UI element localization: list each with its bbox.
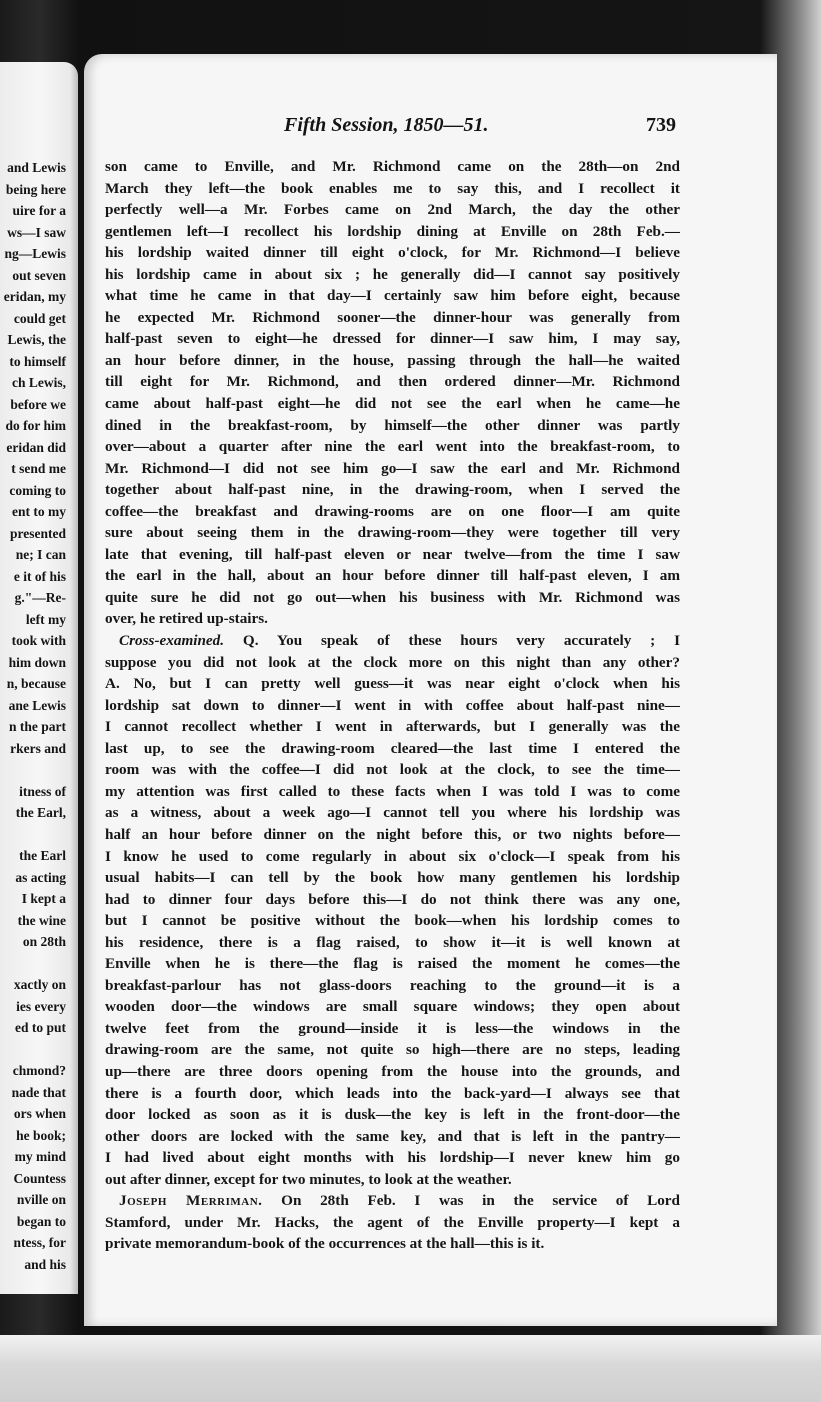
left-page-edge [0,62,78,1294]
text-line [105,264,680,286]
running-head [84,114,684,140]
left-fragment-line: ors when [13,1106,66,1121]
text-line-content: door locked as soon as it is dusk—the key is left in the front-door—the [105,1106,680,1124]
text-line [105,802,680,824]
text-line [105,242,680,264]
text-line-content: last up, to see the drawing-room cleared—the last time I entered the [105,739,680,757]
running-head-title: Fifth Session, 1850—51. [284,114,489,136]
text-line-content: A. No, but I can pretty well guess—it was near eight o'clock when his [105,675,680,693]
left-fragment-line: uire for a [12,203,66,218]
text-line [105,867,680,889]
text-line-content: I had lived about eight months with his lordship—I never knew him go [105,1149,680,1167]
text-line-content: half-past seven to eight—he dressed for dinner—I saw him, I may say, [105,330,680,348]
text-line [105,953,680,975]
left-fragment-line: n, because [6,676,66,691]
text-line [105,1233,680,1255]
text-line [105,285,680,307]
text-line [105,221,680,243]
left-fragment-line: xactly on [13,977,66,992]
text-line [105,630,680,652]
text-line-content: other doors are locked with the same key, and that is left in the pantry— [105,1127,680,1145]
text-line [105,738,680,760]
left-fragment-line: him down [8,654,66,670]
text-line-content: coffee—the breakfast and drawing-rooms are on one floor—I am quite [105,502,680,520]
left-fragment-line: eridan did [6,439,66,455]
text-line-content: his residence, there is a flag raised, to show it—it is well known at [105,933,680,951]
left-fragment-line: presented [10,525,66,541]
text-line [105,1212,680,1234]
text-line [105,156,680,178]
text-line-content: came about half-past eight—he did not see the earl when he came—he [105,395,680,413]
left-fragment-line: began to [16,1213,66,1229]
text-line [105,1126,680,1148]
text-line [105,910,680,932]
text-line [105,328,680,350]
text-line [105,371,680,393]
left-fragment-line: the Earl [19,848,66,863]
text-line-content: there is a fourth door, which leads into the back-yard—I always see that [105,1084,680,1102]
text-line [105,501,680,523]
left-fragment-line: ed to put [14,1020,66,1035]
text-line-content: I know he used to come regularly in about six o'clock—I speak from his [105,847,680,865]
text-line-content: together about half-past nine, in the drawing-room, when I served the [105,481,680,499]
text-line-content: lordship sat down to dinner—I went in with coffee about half-past nine— [105,696,680,714]
text-line-content: perfectly well—a Mr. Forbes came on 2nd March, the day the other [105,201,680,219]
left-fragment-line: ng—Lewis [4,246,66,261]
left-fragment-line: itness of [19,783,66,799]
body-text [105,156,680,1255]
text-line [105,781,680,803]
text-line [105,673,680,695]
left-fragment-line: ch Lewis, [12,375,66,390]
text-line-content: up—there are three doors opening from the house into the grounds, and [105,1062,680,1080]
text-line-content: he expected Mr. Richmond sooner—the dinner-hour was generally from [105,308,680,326]
text-line-content: quite sure he did not go out—when his business with Mr. Richmond was [105,588,680,606]
text-line-content: over, he retired up-stairs. [105,610,268,628]
left-fragment-line: could get [13,310,66,326]
left-fragment-line: e it of his [13,568,66,584]
left-fragment-line: ane Lewis [8,697,66,713]
text-line-content: room was with the coffee—I did not look at the clock, to see the time— [105,761,680,779]
text-line-content: usual habits—I can tell by the book how many gentlemen his lordship [105,869,680,887]
text-line-content: what time he came in that day—I certainly saw him before eight, because [105,287,680,305]
text-line [105,565,680,587]
left-fragment-line: the wine [17,912,66,928]
text-line [105,1039,680,1061]
left-fragment-line: t send me [11,461,66,476]
text-line [105,695,680,717]
text-line-content: Enville when he is there—the flag is raised the moment he comes—the [105,955,680,973]
left-fragment-line: left my [25,611,66,627]
text-line [105,759,680,781]
left-fragment-line: and his [24,1256,66,1272]
text-line-content: Stamford, under Mr. Hacks, the agent of the Enville property—I kept a [105,1213,680,1231]
left-fragment-line [0,1039,66,1061]
text-line-content: suppose you did not look at the clock more on this night than any other? [105,653,680,671]
left-fragment-line: n the part [9,719,66,734]
left-fragment-line: rkers and [10,740,66,756]
left-fragment-line: g."—Re- [14,590,66,605]
text-line [105,307,680,329]
text-line [105,1147,680,1169]
text-line [105,350,680,372]
left-fragment-line: and Lewis [7,160,66,175]
text-line [105,479,680,501]
text-line [105,716,680,738]
text-line-content: twelve feet from the ground—inside it is less—the windows in the [105,1019,680,1037]
text-line-content: dined in the breakfast-room, by himself—the other dinner was partly [105,416,680,434]
left-page-fragments [0,157,66,1275]
text-line-content: out after dinner, except for two minutes, to look at the weather. [105,1170,512,1188]
text-line [105,1169,680,1191]
text-line [105,608,680,630]
text-line-content: his lordship came in about six ; he generally did—I cannot say positively [105,265,680,283]
text-line-content: On 28th Feb. I was in the service of Lord [262,1192,680,1210]
text-line-content: late that evening, till half-past eleven or near twelve—from the time I saw [105,545,680,563]
text-line-content: gentlemen left—I recollect his lordship dining at Enville on 28th Feb.— [105,222,680,240]
text-line-content: Q. You speak of these hours very accurately ; I [224,632,680,650]
text-line [105,178,680,200]
text-line [105,436,680,458]
text-line-content: the earl in the hall, about an hour before dinner till half-past eleven, I am [105,567,680,585]
text-line-content: I cannot recollect whether I went in afterwards, but I generally was the [105,718,680,736]
left-fragment-line: on 28th [22,934,66,949]
text-line-content: breakfast-parlour has not glass-doors reaching to the ground—it is a [105,976,680,994]
left-fragment-line: I kept a [21,891,66,906]
text-line-content: private memorandum-book of the occurrences at the hall—this is it. [105,1235,545,1253]
text-line-content: an hour before dinner, in the house, passing through the hall—he waited [105,351,680,369]
left-fragment-line: chmond? [12,1063,66,1078]
left-fragment-line: nade that [11,1084,66,1100]
text-line [105,824,680,846]
left-fragment-line: ntess, for [13,1235,66,1250]
text-line [105,846,680,868]
witness-name: Joseph Merriman. [119,1192,263,1210]
left-fragment-line: took with [11,633,66,648]
text-line [105,199,680,221]
text-line [105,652,680,674]
left-fragment-line: out seven [12,267,66,283]
text-line [105,975,680,997]
left-fragment-line: do for him [5,418,66,433]
text-line [105,1018,680,1040]
left-fragment-line: he book; [16,1127,66,1143]
text-line [105,889,680,911]
text-line [105,544,680,566]
text-line-content: March they left—the book enables me to say this, and I recollect it [105,179,680,197]
text-line [105,415,680,437]
left-fragment-line: as acting [15,869,66,885]
left-fragment-line: before we [10,396,66,412]
text-line-content: had to dinner four days before this—I do not think there was any one, [105,890,680,908]
left-fragment-line [0,953,66,975]
left-fragment-line: nville on [16,1192,66,1207]
right-page [84,54,777,1326]
text-line [105,522,680,544]
text-line [105,1083,680,1105]
text-line [105,458,680,480]
text-line-content: sure about seeing them in the drawing-room—they were together till very [105,524,680,542]
text-line-content: but I cannot be positive without the book—when his lordship comes to [105,912,680,930]
text-line [105,932,680,954]
left-fragment-line: eridan, my [3,289,66,304]
left-fragment-line: being here [5,181,66,197]
scan-bottom-margin [0,1335,821,1402]
left-fragment-line: ne; I can [15,547,66,562]
text-line-content: over—about a quarter after nine the earl went into the breakfast-room, to [105,438,680,456]
text-line-content: half an hour before dinner on the night before this, or two nights before— [105,825,680,843]
text-line [105,393,680,415]
text-line [105,1104,680,1126]
cross-examined-lead: Cross-examined. [119,632,225,650]
page-number: 739 [646,114,676,136]
left-fragment-line: ies every [16,998,66,1014]
left-fragment-line: the Earl, [15,805,66,820]
left-fragment-line: to himself [9,353,66,369]
text-line-content: as a witness, about a week ago—I cannot tell you where his lordship was [105,804,680,822]
left-fragment-line: coming to [9,482,66,498]
left-fragment-line [0,759,66,781]
text-line [105,996,680,1018]
left-fragment-line: Lewis, the [7,332,66,347]
text-line [105,1190,680,1212]
left-fragment-line: Countess [13,1170,66,1186]
left-fragment-line: ent to my [12,504,66,519]
left-fragment-line: ws—I saw [7,224,66,240]
text-line-content: wooden door—the windows are small square windows; they open about [105,998,680,1016]
text-line-content: my attention was first called to these facts when I was told I was to come [105,782,680,800]
text-line-content: drawing-room are the same, not quite so high—there are no steps, leading [105,1041,680,1059]
text-line [105,587,680,609]
text-line [105,1061,680,1083]
left-fragment-line [0,824,66,846]
text-line-content: till eight for Mr. Richmond, and then ordered dinner—Mr. Richmond [105,373,680,391]
text-line-content: his lordship waited dinner till eight o'clock, for Mr. Richmond—I believe [105,244,680,262]
text-line-content: Mr. Richmond—I did not see him go—I saw the earl and Mr. Richmond [105,459,680,477]
left-fragment-line: my mind [14,1149,66,1164]
text-line-content: son came to Enville, and Mr. Richmond came on the 28th—on 2nd [105,158,680,175]
